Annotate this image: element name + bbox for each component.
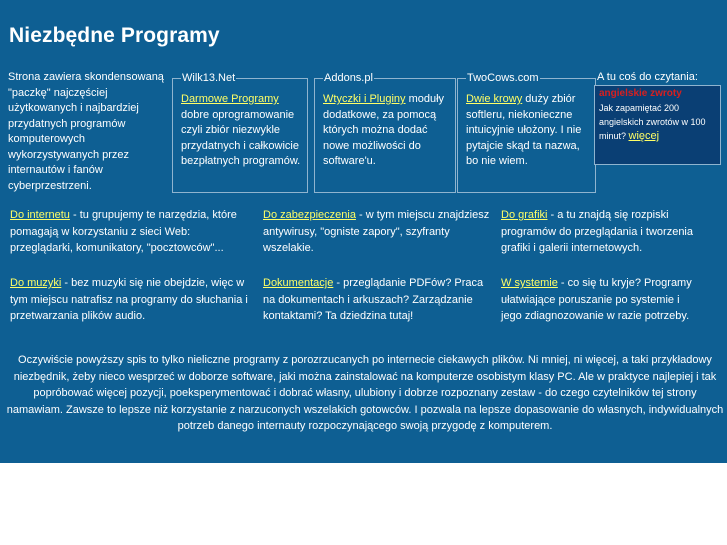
- category-internet-link[interactable]: Do internetu: [10, 209, 70, 221]
- category-music: [10, 275, 254, 325]
- reading-label: A tu coś do czytania:: [597, 71, 698, 83]
- box-wilk13: [172, 73, 308, 193]
- wtyczki-pluginy-link[interactable]: Wtyczki i Pluginy: [323, 93, 406, 105]
- category-text: - w tym miejscu znajdziesz antywirusy, "ogniste zapory", szyfranty wszelakie.: [263, 209, 490, 254]
- category-text: - co się tu kryje? Programy ułatwiające poruszanie po systemie i jego zdiagnozowanie w razie potrzeby.: [501, 277, 692, 322]
- category-system-link[interactable]: W systemie: [501, 277, 558, 289]
- category-internet: [10, 207, 254, 257]
- darmowe-programy-link[interactable]: Darmowe Programy: [181, 93, 279, 105]
- category-text: - przeglądanie PDFów? Praca na dokumentach i arkuszach? Zarządzanie kontaktami? Ta dziedzina tutaj!: [263, 277, 484, 322]
- category-security-link[interactable]: Do zabezpieczenia: [263, 209, 356, 221]
- category-music-link[interactable]: Do muzyki: [10, 277, 62, 289]
- page-title: Niezbędne Programy: [9, 24, 220, 47]
- category-text: - bez muzyki się nie obejdzie, więc w tym miejscu natrafisz na programy do słuchania i przetwarzania plików audio.: [10, 277, 248, 322]
- category-text: - a tu znajdą się rozpiski programów do przeglądania i tworzenia grafiki i galerii internetowych.: [501, 209, 693, 254]
- reading-title: angielskie zwroty: [599, 88, 682, 99]
- outro-text: Oczywiście powyższy spis to tylko nieliczne programy z porozrzucanych po internecie ciekawych plików. Ni mniej, ni więcej, a taki przykładowy niezbędnik, żeby nieco wesprzeć w doborze software, jaki można zainstalować na komputerze osobistym klasy PC. Ale w praktyce najlepiej i tak popróbować więcej pozycji, poeksperymentować i dobrać własny, ulubiony i dobrze rozpoznany zestaw - do czego czytelników tej strony namawiam. Zawsze to lepsze niż korzystanie z narzuconych wszelakich gotowców. I pozwala na lepsze dopasowanie do własnych, indywidualnych potrzeb danego internauty rozpoczynającego swoją przygodę z komputerem.: [6, 354, 724, 432]
- box-text: dobre oprogramowanie czyli zbiór niezwykle przydatnych i całkowicie bezpłatnych programów.: [181, 108, 301, 167]
- category-security: [263, 207, 493, 257]
- box-twocows: [457, 73, 596, 193]
- category-graphics: [501, 207, 701, 257]
- dwie-krowy-link[interactable]: Dwie krowy: [466, 93, 523, 105]
- box-text: moduły dodatkowe, za pomocą których można dodać nowe możliwości do software'u.: [323, 93, 445, 167]
- category-docs: [263, 275, 493, 325]
- box-addons: [314, 73, 456, 193]
- intro-text: Strona zawiera skondensowaną "paczkę" najczęściej użytkowanych i najbardziej przydatnych programów komputerowych wykorzystywanych przez internautów i fanów cyberprzestrzeni.: [8, 71, 164, 192]
- box-legend: TwoCows.com: [467, 72, 539, 84]
- category-graphics-link[interactable]: Do grafiki: [501, 209, 548, 221]
- box-legend: Addons.pl: [324, 72, 373, 84]
- box-text: duży zbiór softleru, niekonieczne intuicyjnie ułożony. I nie pytajcie skąd ta nazwa, bo nie wiem.: [466, 93, 582, 167]
- reading-box: [594, 85, 721, 165]
- box-legend: Wilk13.Net: [182, 72, 236, 84]
- category-text: - tu grupujemy te narzędzia, które pomagają w korzystaniu z sieci Web: przeglądarki, komunikatory, "pocztowców"...: [10, 209, 237, 254]
- category-system: [501, 275, 701, 325]
- category-docs-link[interactable]: Dokumentacje: [263, 277, 334, 289]
- reading-text: Jak zapamiętać 200 angielskich zwrotów w 100 minut?: [599, 103, 706, 141]
- reading-more-link[interactable]: więcej: [628, 130, 660, 142]
